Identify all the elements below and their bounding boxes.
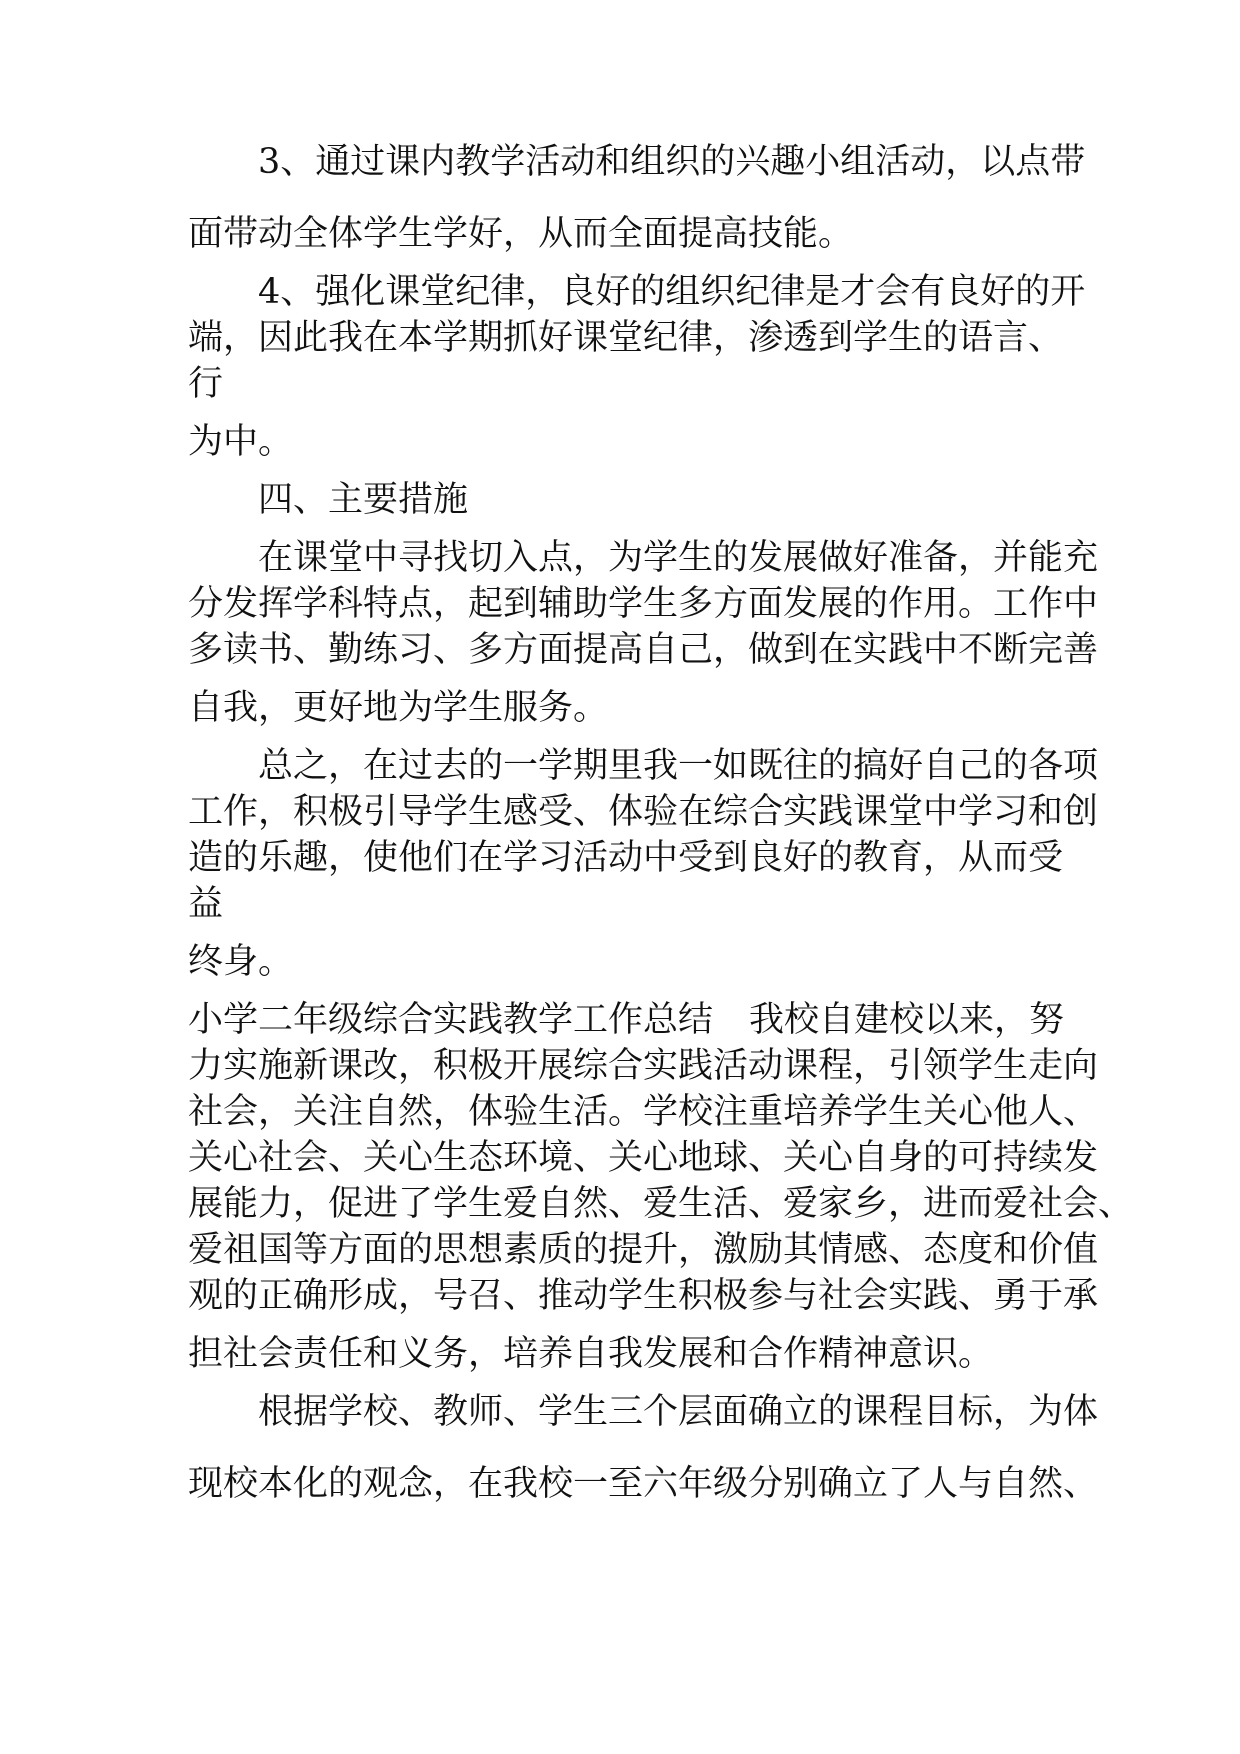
text-line: 工作，积极引导学生感受、体验在综合实践课堂中学习和创 xyxy=(188,792,1099,832)
section-heading: 四、主要措施 xyxy=(258,480,469,520)
text-run: 我校自建校以来，努 xyxy=(749,1000,1065,1040)
text-line: 多读书、勤练习、多方面提高自己，做到在实践中不断完善 xyxy=(188,630,1099,670)
text-line: 根据学校、教师、学生三个层面确立的课程目标，为体 xyxy=(258,1392,1099,1432)
text-line: 爱祖国等方面的思想素质的提升，激励其情感、态度和价值 xyxy=(188,1230,1099,1270)
text-line: 观的正确形成，号召、推动学生积极参与社会实践、勇于承 xyxy=(188,1276,1099,1316)
text-line: 面带动全体学生学好，从而全面提高技能。 xyxy=(188,214,854,254)
text-line: 总之，在过去的一学期里我一如既往的搞好自己的各项 xyxy=(258,746,1099,786)
text-line: 展能力，促进了学生爱自然、爱生活、爱家乡，进而爱社会、 xyxy=(188,1184,1134,1224)
text-line xyxy=(188,998,1064,1042)
text-line: 分发挥学科特点，起到辅助学生多方面发展的作用。工作中 xyxy=(188,584,1099,624)
text-line: 终身。 xyxy=(188,942,294,982)
text-line: 为中。 xyxy=(188,422,294,462)
text-line: 关心社会、关心生态环境、关心地球、关心自身的可持续发 xyxy=(188,1138,1099,1178)
text-line: 社会，关注自然，体验生活。学校注重培养学生关心他人、 xyxy=(188,1092,1099,1132)
text-line: 端，因此我在本学期抓好课堂纪律，渗透到学生的语言、 xyxy=(188,318,1064,358)
text-line: 行 xyxy=(188,364,224,404)
section-title: 小学二年级综合实践教学工作总结 xyxy=(188,1000,714,1040)
text-line: 自我，更好地为学生服务。 xyxy=(188,688,609,728)
text-line: 在课堂中寻找切入点，为学生的发展做好准备，并能充 xyxy=(258,538,1099,578)
text-line: 担社会责任和义务，培养自我发展和合作精神意识。 xyxy=(188,1334,994,1374)
text-line: 4、强化课堂纪律，良好的组织纪律是才会有良好的开 xyxy=(258,272,1086,312)
text-line: 3、通过课内教学活动和组织的兴趣小组活动，以点带 xyxy=(258,142,1086,182)
text-line: 力实施新课改，积极开展综合实践活动课程，引领学生走向 xyxy=(188,1046,1099,1086)
text-line: 造的乐趣，使他们在学习活动中受到良好的教育，从而受 xyxy=(188,838,1064,878)
text-line: 益 xyxy=(188,884,224,924)
text-line: 现校本化的观念，在我校一至六年级分别确立了人与自然、 xyxy=(188,1464,1099,1504)
